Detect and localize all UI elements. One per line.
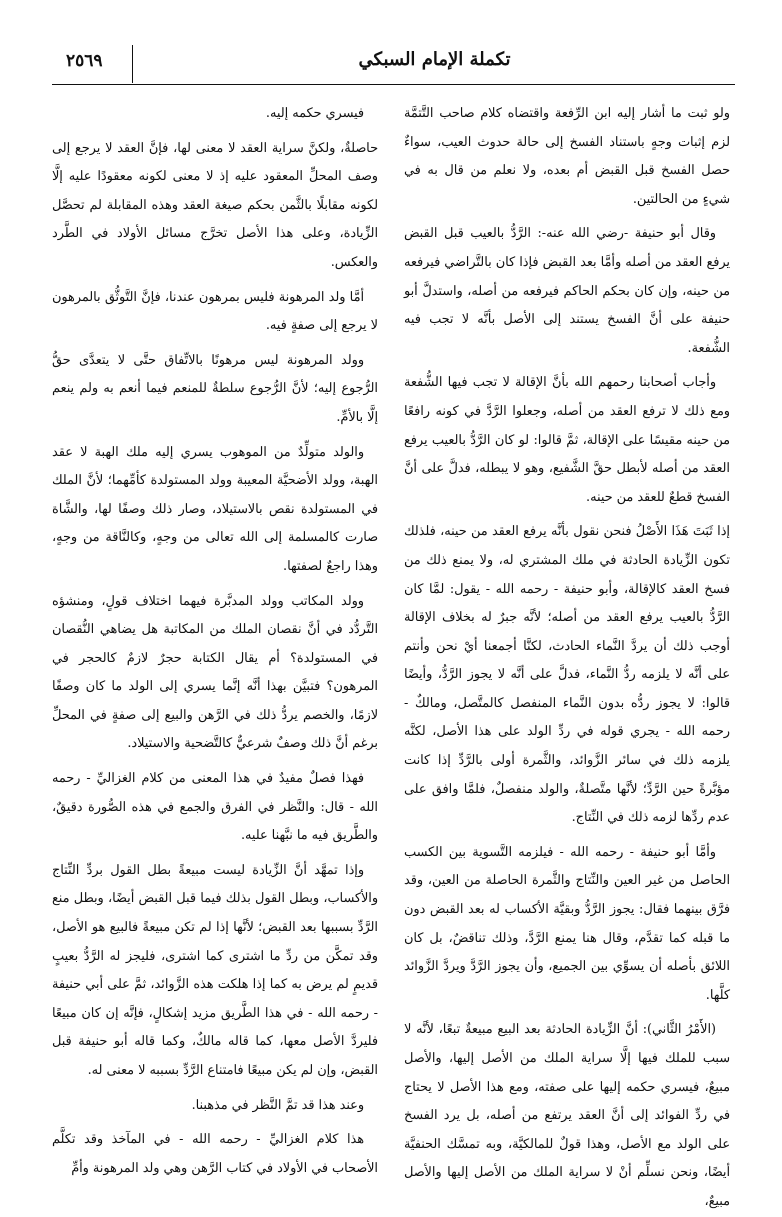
paragraph: ولو ثبت ما أشار إليه ابن الرِّفعة واقتضاه كلام صاحب التَّتمَّة لزم إثبات وجهٍ باستناد الفسخ إلى حالة حدوث العيب، سواءٌ حصل الفسخ قبل القبض أم بعده، ولا نعلم من قال به في شيءٍ من الحالتين.: [404, 106, 730, 207]
paragraph: إذا ثَبَتَ هَذَا الأَصْلُ فنحن نقول بأنَّه يرفع العقد من حينه، فلذلك تكون الزِّيادة الحادثة في ملك المشتري له، ولا يمنع ذلك من فسخ العقد كالإقالة، وأبو حنيفة - رحمه الله - يقول: لمَّا كان الرَّدُّ بالعيب يرفع العقد من أصله؛ لأنَّه جبرٌ له بخلاف الإقالة أوجب ذلك أن يردَّ النَّماء الحادث، لكنَّا أجمعنا أيْ نحن وأنتم على أنَّه لا يلزمه ردُّ النَّماء، فدلَّ على أنَّه لا يجوز الرَّدُّ، وأيضًا قالوا: لا يجوز ردُّه بدون النَّماء المنفصل كالمتَّصل، ومالكٌ - رحمه الله - يجري قوله في ردِّ الولد على هذا الأصل، لكنَّه يلزمه ذلك في سائر الزَّوائد، والثَّمرة أولى بالرَّدِّ إذا كانت مؤبَّرةً حين الرَّدِّ؛ لأنَّها متَّصلةٌ، والولد منفصلٌ، فلمَّا وافق على عدم ردِّها لزمه ذلك في النِّتاج.: [404, 524, 730, 826]
page-number: ٢٥٦٩: [66, 51, 103, 71]
left-text-column: [52, 100, 378, 1176]
paragraph: فهذا فصلٌ مفيدٌ في هذا المعنى من كلام الغزاليِّ - رحمه الله - قال: والنَّظر في الفرق والجمع في هذه الصُّورة دقيقٌ، والطَّريق فيه ما نبَّهنا عليه.: [52, 771, 378, 844]
paragraph: وإذا تمهَّد أنَّ الزِّيادة ليست مبيعةً بطل القول بردِّ النِّتاج والأكساب، وبطل القول بذلك فيما قبل القبض أيضًا، وبطل منع الرَّدِّ بسببها بعد القبض؛ لأنَّها إذا لم تكن مبيعةً فالبيع هو الأصل، وقد تمكَّن من ردِّ ما اشترى كما اشترى، فليجز له الرَّدُّ بعيبٍ قديمٍ لم يرض به كما إذا هلكت هذه الزَّوائد، ثمَّ على أبي حنيفة - رحمه الله - في هذا الطَّريق مزيد إشكالٍ، فإنَّه إن كان مبيعًا فليردَّ الأصل معها، كما قاله مالكٌ، وكما قاله أبو حنيفة قبل القبض، وإن لم يكن مبيعًا فامتناع الرَّدِّ بسببه لا معنى له.: [52, 862, 378, 1078]
paragraph: وأجاب أصحابنا رحمهم الله بأنَّ الإقالة لا تجب فيها الشُّفعة ومع ذلك لا ترفع العقد من أصله، وجعلوا الرَّدَّ في كونه رافعًا من حينه مقيسًا على الإقالة، ثمَّ قالوا: لو كان الرَّدُّ بالعيب يرفع العقد من أصله لأبطل حقَّ الشَّفيع، وهو لا يبطله، فدلَّ على أنَّ الفسخ قطعٌ للعقد من حينه.: [404, 375, 730, 505]
paragraph: (الأَمْرُ الثَّاني): أنَّ الزِّيادة الحادثة بعد البيع مبيعةٌ تبعًا، لأنَّه لا سبب للملك فيها إلَّا سراية الملك من الأصل إليها، والأصل مبيعٌ، فيسري حكمه إليها على صفته، ومع هذا الأصل لا يحتاج في ردِّ الفوائد إلى أنَّ العقد يرتفع من أصله، بل يرد الفسخ على الولد مع الأصل، وهذا قولٌ للمالكيَّة، وبه تمسَّك الحنفيَّة أيضًا، ونحن نسلِّم أنْ لا سراية الملك من الأصل إليها والأصل مبيعٌ،: [404, 1022, 730, 1209]
paragraph: فيسري حكمه إليه.: [265, 106, 364, 121]
right-text-column: [404, 100, 731, 1209]
paragraph: أمَّا ولد المرهونة فليس بمرهون عندنا، فإنَّ التَّوثُّق بالمرهون لا يرجع إلى صفةٍ فيه.: [52, 289, 378, 334]
running-title: تكملة الإمام السبكي: [358, 49, 511, 70]
paragraph: هذا كلام الغزاليِّ - رحمه الله - في المآخذ وقد تكلَّم الأصحاب في الأولاد في كتاب الرَّهن وهي ولد المرهونة وأمِّ: [52, 1132, 378, 1176]
paragraph: وقال أبو حنيفة -رضي الله عنه-: الرَّدُّ بالعيب قبل القبض يرفع العقد من أصله وأمَّا بعد القبض فإذا كان بالتَّراضي فيرفعه من حينه، وإن كان بحكم الحاكم فيرفعه من أصله، واستدلَّ أبو حنيفة على أنَّ الفسخ يستند إلى الأصل بأنَّه لا تجب فيه الشُّفعة.: [404, 226, 730, 356]
paragraph: والولد متولِّدٌ من الموهوب يسري إليه ملك الهبة لا عقد الهبة، وولد الأضحيَّة المعيبة وولد المستولدة كأمِّهما؛ لأنَّ الملك في المستولدة نقص بالاستيلاد، وصار ذلك وصفًا لها، والشَّاة صارت كالمسلمة إلى الله تعالى من وجهٍ، وكالنَّاقة من وجهٍ، وهذا راجعٌ لصفتها.: [52, 444, 378, 574]
paragraph: حاصلةٌ، ولكنَّ سراية العقد لا معنى لها، فإنَّ العقد لا يرجع إلى وصف المحلِّ المعقود عليه إذ لا معنى لكونه معقودًا عليه إلَّا لكونه مقابلًا بالثَّمن بحكم صيغة العقد وهذه المقابلة لم تحصَّل الزِّيادة، وعلى هذا الأصل تخرَّج مسائل الأولاد في الطَّرد والعكس.: [52, 140, 378, 270]
header-divider: [132, 45, 133, 83]
paragraph: وولد المكاتب وولد المدبَّرة فيهما اختلاف قولٍ، ومنشؤه التَّردُّد في أنَّ نقصان الملك من المكاتبة هل يضاهي النُّقصان في المستولدة؟ أم يقال الكتابة حجرٌ لازمٌ كالحجر في المرهون؟ فتبيَّن بهذا أنَّه إنَّما يسري إلى الولد ما كان وصفًا لازمًا، والخصم يردُّ ذلك في الرَّهن والبيع إلى صفةٍ في المحلِّ برغم أنَّ ذلك وصفٌ شرعيٌّ كالتَّضحية والاستيلاد.: [52, 593, 378, 752]
page-header: [52, 41, 735, 85]
paragraph: وعند هذا قد تمَّ النَّظر في مذهبنا.: [191, 1097, 364, 1113]
paragraph: وولد المرهونة ليس مرهونًا بالاتِّفاق حتَّى لا يتعدَّى حقُّ الرُّجوع إليه؛ لأنَّ الرُّجوع سلطةٌ للمنعم فيما أنعم به ولم ينعم إلَّا بالأمِّ.: [52, 352, 378, 425]
paragraph: وأمَّا أبو حنيفة - رحمه الله - فيلزمه التَّسوية بين الكسب الحاصل من غير العين والنِّتاج والثَّمرة الحاصلة من العين، وقد فرَّق بينهما فقال: يجوز الرَّدُّ وبقيَّة الأكساب له بعد القبض دون ما قبله كما تقدَّم، وقال هنا يمنع الرَّدَّ، وذلك تناقضٌ، بل كان اللائق بأصله أن يسوِّي بين الجميع، وأن يجوز الرَّدَّ ويردَّ الزَّوائد كلَّها.: [404, 844, 731, 1003]
